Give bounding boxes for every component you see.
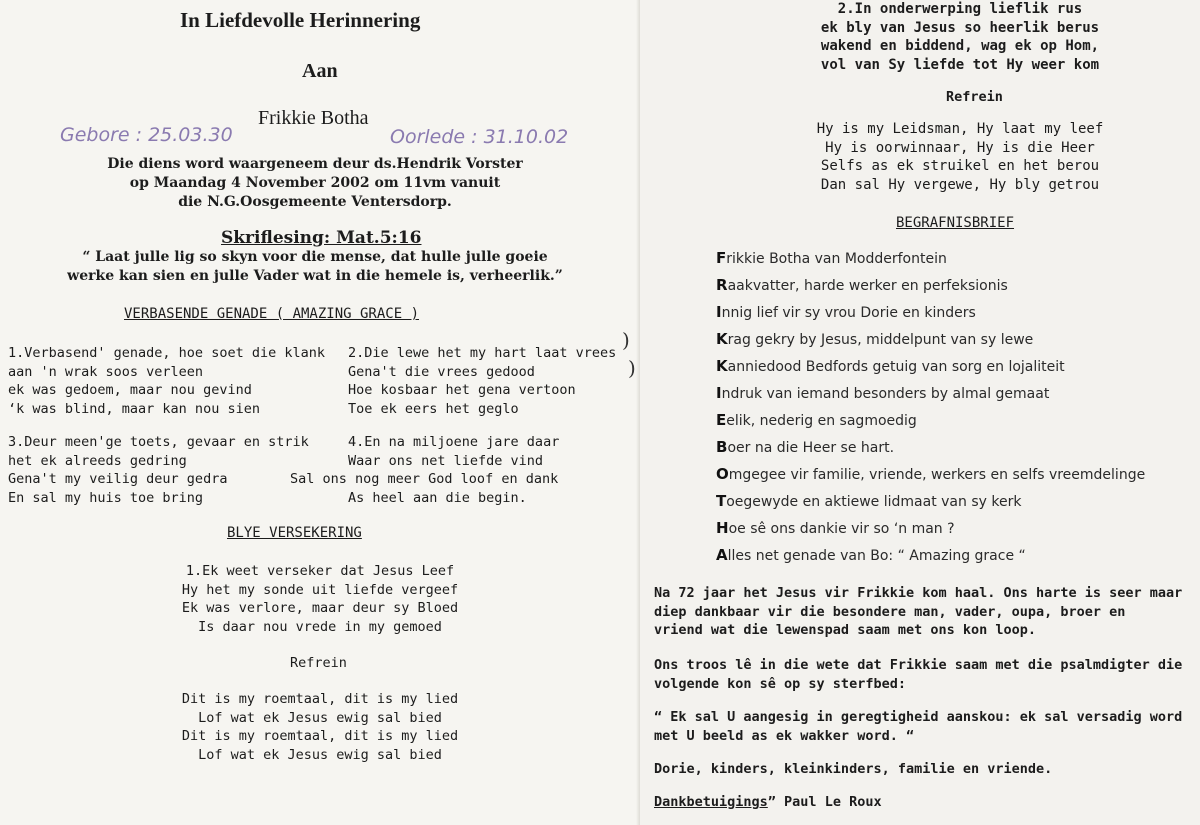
acrostic-letter: A xyxy=(716,546,728,564)
acrostic-text: ndruk van iemand besonders by almal gemaat xyxy=(721,386,1050,402)
acrostic-letter: F xyxy=(716,249,727,267)
service-line: Die diens word waargeneem deur ds.Hendrik Vorster xyxy=(107,156,523,172)
acrostic-letter: H xyxy=(716,519,729,537)
acrostic-row xyxy=(716,438,1145,465)
acrostic-letter: E xyxy=(716,411,727,429)
acrostic-letter: K xyxy=(716,330,728,348)
thanks-name: ” Paul Le Roux xyxy=(767,794,882,810)
verse-line: ek was gedoem, maar nou gevind xyxy=(8,382,252,398)
acrostic-row xyxy=(716,546,1145,573)
verse-line: 2.Die lewe het my hart laat vrees xyxy=(348,345,617,361)
hymn1-title: VERBASENDE GENADE ( AMAZING GRACE ) xyxy=(124,306,420,322)
family-signoff: Dorie, kinders, kleinkinders, familie en vriende. xyxy=(654,761,1053,777)
verse-line: ek bly van Jesus so heerlik berus xyxy=(820,19,1100,36)
verse-line: 1.Ek weet verseker dat Jesus Leef xyxy=(185,563,455,579)
acrostic-list xyxy=(716,249,1145,573)
hymn2-title: BLYE VERSEKERING xyxy=(227,525,362,541)
refrain-line: Lof wat ek Jesus ewig sal bied xyxy=(198,709,442,726)
verse-line: aan 'n wrak soos verleen xyxy=(8,363,204,380)
scripture-heading: Skriflesing: Mat.5:16 xyxy=(221,228,422,248)
letter-title: BEGRAFNISBRIEF xyxy=(896,215,1015,231)
acrostic-text: oe sê ons dankie vir so ‘n man ? xyxy=(728,521,955,537)
bracket-mark: ) xyxy=(622,328,630,352)
verse-line: Sal ons nog meer God loof en dank xyxy=(290,471,559,487)
refrain-line: Dit is my roemtaal, dit is my lied xyxy=(181,691,459,707)
paragraph-line: diep dankbaar vir die besondere man, vader, oupa, broer en xyxy=(654,603,1126,620)
acrostic-text: aakvatter, harde werker en perfeksionis xyxy=(727,278,1008,294)
acrostic-letter: T xyxy=(716,492,727,510)
hymn2-verse1 xyxy=(120,562,520,636)
thanks-label: Dankbetuigings xyxy=(654,794,768,810)
quote-line: “ Ek sal U aangesig in geregtigheid aanskou: ek sal versadig word xyxy=(654,709,1183,725)
acrostic-row xyxy=(716,357,1145,384)
refrain-line: Dan sal Hy vergewe, Hy bly getrou xyxy=(820,176,1100,193)
acrostic-text: elik, nederig en sagmoedig xyxy=(726,413,917,429)
hymn1-verse2 xyxy=(348,344,616,418)
refrain-line: Hy is oorwinnaar, Hy is die Heer xyxy=(825,139,1095,156)
refrain-line: Selfs as ek struikel en het berou xyxy=(820,158,1100,174)
verse-line: As heel aan die begin. xyxy=(348,489,527,506)
verse-line: Toe ek eers het geglo xyxy=(348,400,519,417)
verse-line: Waar ons net liefde vind xyxy=(348,452,544,469)
bracket-mark: ) xyxy=(628,356,636,380)
refrain-label-right: Refrein xyxy=(946,89,1003,105)
refrain-line: Lof wat ek Jesus ewig sal bied xyxy=(198,746,442,763)
acrostic-row xyxy=(716,384,1145,411)
refrain-line: Hy is my Leidsman, Hy laat my leef xyxy=(816,121,1104,137)
refrain-label-left: Refrein xyxy=(290,655,347,671)
refrain-line: Dit is my roemtaal, dit is my lied xyxy=(181,728,459,744)
refrain-left xyxy=(120,690,520,764)
refrain-right xyxy=(800,120,1120,194)
verse-line: Is daar nou vrede in my gemoed xyxy=(198,618,442,635)
acrostic-text: rag gekry by Jesus, middelpunt van sy lewe xyxy=(727,332,1034,348)
service-line: op Maandag 4 November 2002 om 11vm vanuit xyxy=(129,175,501,191)
acrostic-row xyxy=(716,249,1145,276)
verse-line: 3.Deur meen'ge toets, gevaar en strik xyxy=(8,434,309,450)
acrostic-text: rikkie Botha van Modderfontein xyxy=(726,251,947,267)
scripture-line: “ Laat julle lig so skyn voor die mense, dat hulle julle goeie xyxy=(82,249,548,265)
quote-line: met U beeld as ek wakker word. “ xyxy=(654,727,915,744)
acrostic-text: nnig lief vir sy vrou Dorie en kinders xyxy=(721,305,976,321)
verse-line: Gena't my veilig deur gedra xyxy=(8,471,228,487)
memorial-title: In Liefdevolle Herinnering xyxy=(180,8,421,32)
acrostic-letter: I xyxy=(716,384,722,402)
verse-line: wakend en biddend, wag ek op Hom, xyxy=(820,38,1100,54)
verse-line: vol van Sy liefde tot Hy weer kom xyxy=(820,56,1100,73)
deceased-name: Frikkie Botha xyxy=(258,107,369,129)
hymn2-verse2 xyxy=(800,0,1120,74)
verse-line: Hy het my sonde uit liefde vergeef xyxy=(181,581,459,598)
acrostic-row xyxy=(716,276,1145,303)
acrostic-text: mgegee vir familie, vriende, werkers en selfs vreemdelinge xyxy=(728,467,1146,483)
birth-date: Gebore : 25.03.30 xyxy=(60,124,233,146)
tribute-paragraph xyxy=(654,584,1182,640)
hymn1-verse4 xyxy=(290,433,590,507)
acrostic-letter: K xyxy=(716,357,728,375)
service-details xyxy=(60,155,570,212)
verse-line: 4.En na miljoene jare daar xyxy=(348,434,560,450)
hymn1-verse3 xyxy=(8,433,309,507)
paragraph-line: volgende kon sê op sy sterfbed: xyxy=(654,675,906,692)
acrostic-row xyxy=(716,465,1145,492)
verse-line: 2.In onderwerping lieflik rus xyxy=(837,1,1083,17)
paragraph-line: Na 72 jaar het Jesus vir Frikkie kom haal. Ons harte is seer maar xyxy=(654,585,1183,601)
acrostic-text: anniedood Bedfords getuig van sorg en lojaliteit xyxy=(727,359,1065,375)
scripture-text xyxy=(50,248,580,286)
verse-line: 1.Verbasend' genade, hoe soet die klank xyxy=(8,345,325,361)
verse-line: ‘k was blind, maar kan nou sien xyxy=(8,400,260,417)
acrostic-text: lles net genade van Bo: “ Amazing grace “ xyxy=(727,548,1026,564)
verse-line: het ek alreeds gedring xyxy=(8,452,187,469)
acrostic-letter: I xyxy=(716,303,722,321)
aan-label: Aan xyxy=(302,60,338,82)
acrostic-row xyxy=(716,303,1145,330)
service-line: die N.G.Oosgemeente Ventersdorp. xyxy=(178,194,452,210)
acrostic-row xyxy=(716,492,1145,519)
right-page xyxy=(640,0,1200,825)
psalm-quote xyxy=(654,708,1182,745)
hymn1-verse1 xyxy=(8,344,325,418)
acrostic-row xyxy=(716,330,1145,357)
verse-line: Ek was verlore, maar deur sy Bloed xyxy=(181,600,459,616)
verse-line: Gena't die vrees gedood xyxy=(348,363,535,380)
acrostic-row xyxy=(716,519,1145,546)
comfort-paragraph xyxy=(654,656,1182,693)
verse-line: En sal my huis toe bring xyxy=(8,489,204,506)
acrostic-row xyxy=(716,411,1145,438)
acrostic-text: oegewyde en aktiewe lidmaat van sy kerk xyxy=(726,494,1022,510)
paragraph-line: Ons troos lê in die wete dat Frikkie saam met die psalmdigter die xyxy=(654,657,1183,673)
verse-line: Hoe kosbaar het gena vertoon xyxy=(348,382,576,398)
thanks-line xyxy=(654,793,882,812)
acrostic-letter: O xyxy=(716,465,729,483)
scripture-line: werke kan sien en julle Vader wat in die hemele is, verheerlik.” xyxy=(67,268,563,284)
acrostic-text: oer na die Heer se hart. xyxy=(727,440,895,456)
acrostic-letter: B xyxy=(716,438,728,456)
death-date: Oorlede : 31.10.02 xyxy=(390,126,569,148)
paragraph-line: vriend wat die lewenspad saam met ons kon loop. xyxy=(654,622,1037,638)
acrostic-letter: R xyxy=(716,276,728,294)
